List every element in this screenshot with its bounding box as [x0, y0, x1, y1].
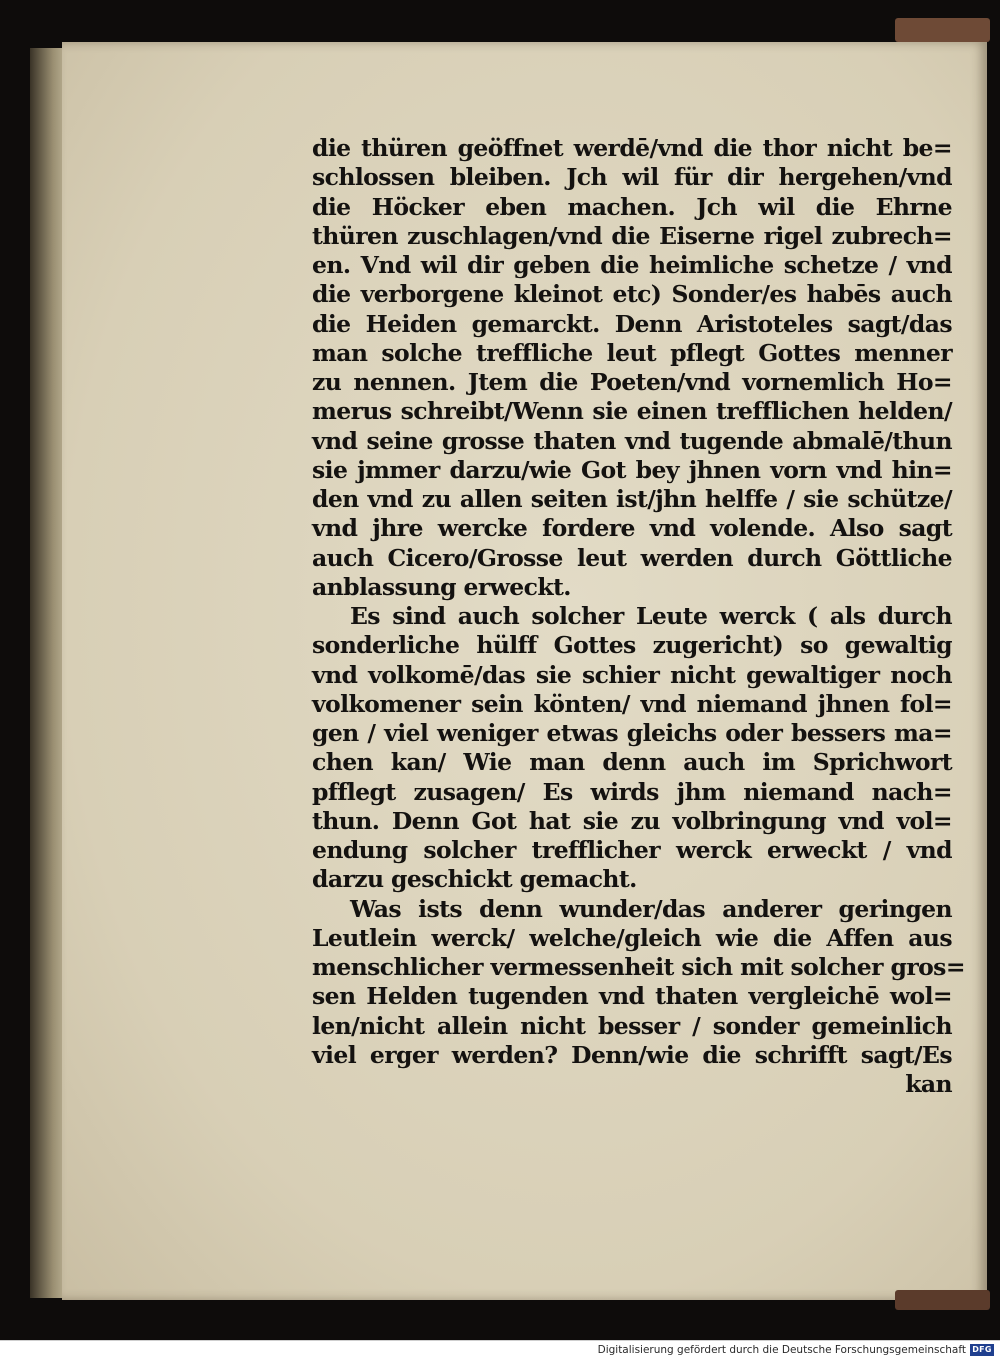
digitization-footer	[0, 1340, 1000, 1360]
paragraph-first-line: Was ists denn wunder/das anderer geringen	[350, 894, 952, 923]
text-line: pfflegt zusagen/ Es wirds jhm niemand nach=	[312, 777, 952, 806]
text-line: die verborgene kleinot etc) Sonder/es habēs auch	[312, 280, 952, 309]
text-line: endung solcher trefflicher werck erweckt / vnd	[312, 836, 952, 864]
text-line: vnd volkomē/das sie schier nicht gewaltiger noch	[312, 660, 952, 689]
text-line: vnd seine grosse thaten vnd tugende abmalē/thun	[312, 426, 952, 455]
text-line: thun. Denn Got hat sie zu volbringung vnd vol=	[312, 806, 952, 835]
text-line: die thüren geöffnet werdē/vnd die thor nicht be=	[312, 134, 952, 162]
text-line: len/nicht allein nicht besser / sonder gemeinlich	[312, 1011, 952, 1040]
text-line: en. Vnd wil dir geben die heimliche schetze / vnd	[312, 251, 952, 279]
text-line: anblassung erweckt.	[312, 572, 571, 601]
text-line: schlossen bleiben. Jch wil für dir hergehen/vnd	[312, 163, 952, 192]
text-line: zu nennen. Jtem die Poeten/vnd vornemlich Ho=	[312, 368, 952, 396]
text-line: den vnd zu allen seiten ist/jhn helffe / sie schütze/	[312, 485, 952, 513]
funding-credit: Digitalisierung gefördert durch die Deutsche Forschungsgemeinschaft	[597, 1344, 966, 1356]
text-line: man solche treffliche leut pflegt Gottes menner	[312, 338, 952, 367]
paragraph-first-line: Es sind auch solcher Leute werck ( als durch	[350, 602, 952, 630]
dfg-logo: DFG	[970, 1344, 994, 1356]
text-line: volkomener sein könten/ vnd niemand jhnen fol=	[312, 689, 952, 718]
text-line: menschlicher vermessenheit sich mit solcher gros=	[312, 953, 965, 981]
text-line: vnd jhre wercke fordere vnd volende. Also sagt	[312, 514, 952, 543]
text-line: merus schreibt/Wenn sie einen trefflichen helden/	[312, 397, 952, 426]
text-line: sie jmmer darzu/wie Got bey jhnen vorn vnd hin=	[312, 455, 952, 484]
text-line: die Höcker eben machen. Jch wil die Ehrne	[312, 192, 952, 221]
text-line: die Heiden gemarckt. Denn Aristoteles sagt/das	[312, 309, 952, 338]
text-line: sen Helden tugenden vnd thaten vergleichē wol=	[312, 982, 952, 1011]
fraktur-text-block	[312, 134, 965, 1099]
text-line: gen / viel weniger etwas gleichs oder bessers ma=	[312, 719, 952, 747]
text-line: thüren zuschlagen/vnd die Eiserne rigel zubrech=	[312, 221, 952, 250]
book-page	[62, 42, 987, 1300]
book-cover-edge-top	[895, 18, 990, 42]
text-line: Leutlein werck/ welche/gleich wie die Affen aus	[312, 923, 952, 952]
book-cover-edge-bottom	[895, 1290, 990, 1310]
text-line: chen kan/ Wie man denn auch im Sprichwort	[312, 748, 952, 777]
text-line: darzu geschickt gemacht.	[312, 865, 637, 894]
text-line: sonderliche hülff Gottes zugericht) so gewaltig	[312, 631, 952, 660]
catchword: kan	[905, 1070, 952, 1098]
text-line: auch Cicero/Grosse leut werden durch Göttliche	[312, 543, 952, 572]
text-line: viel erger werden? Denn/wie die schrifft sagt/Es	[312, 1040, 952, 1069]
